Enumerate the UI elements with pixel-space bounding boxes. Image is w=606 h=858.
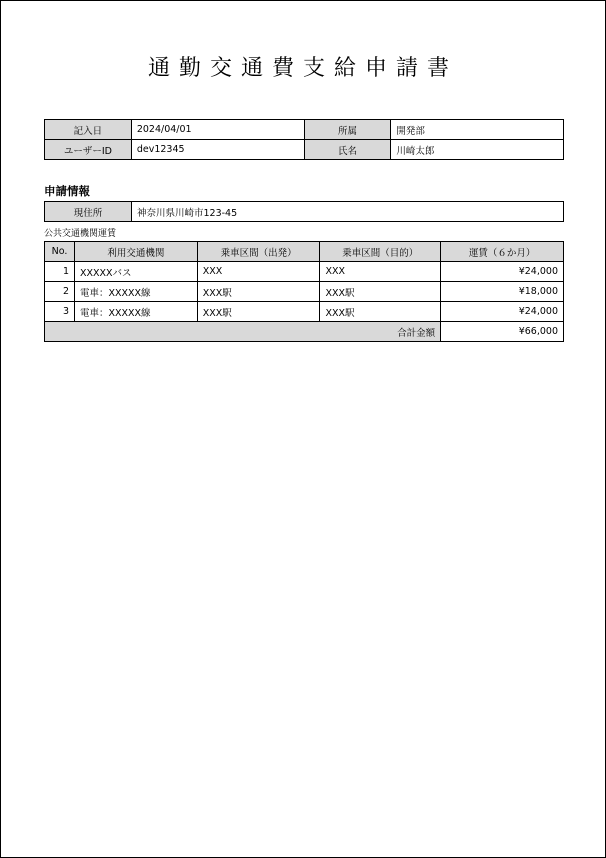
date-value: 2024/04/01 — [131, 120, 304, 140]
document-title: 通勤交通費支給申請書 — [147, 56, 458, 81]
department-label: 所属 — [304, 120, 391, 140]
transit-subtitle: 公共交通機関運賃 — [44, 229, 117, 239]
row-from: XXX駅 — [197, 282, 320, 302]
section-title: 申請情報 — [44, 184, 90, 198]
total-label: 合計金額 — [45, 322, 441, 342]
row-from: XXX — [197, 262, 320, 282]
user-id-label: ユーザーID — [45, 140, 132, 160]
row-mode: 電車：XXXXX線 — [74, 282, 197, 302]
column-header-fare: 運賃（６か月） — [441, 242, 564, 262]
date-label: 記入日 — [45, 120, 132, 140]
row-no: 3 — [45, 302, 75, 322]
row-no: 1 — [45, 262, 75, 282]
table-header-row — [45, 242, 564, 262]
column-header-mode: 利用交通機関 — [74, 242, 197, 262]
department-value: 開発部 — [391, 120, 564, 140]
user-id-value: dev12345 — [131, 140, 304, 160]
transit-fare-table — [44, 241, 564, 342]
total-row — [45, 322, 564, 342]
applicant-info-table — [44, 119, 564, 160]
row-mode: XXXXXバス — [74, 262, 197, 282]
row-fare: ¥18,000 — [441, 282, 564, 302]
table-row — [45, 302, 564, 322]
table-row — [45, 120, 564, 140]
row-from: XXX駅 — [197, 302, 320, 322]
name-label: 氏名 — [304, 140, 391, 160]
row-fare: ¥24,000 — [441, 302, 564, 322]
total-value: ¥66,000 — [441, 322, 564, 342]
address-label: 現住所 — [45, 202, 132, 222]
row-mode: 電車：XXXXX線 — [74, 302, 197, 322]
table-row — [45, 262, 564, 282]
column-header-from: 乗車区間（出発） — [197, 242, 320, 262]
column-header-to: 乗車区間（目的） — [320, 242, 441, 262]
row-fare: ¥24,000 — [441, 262, 564, 282]
row-no: 2 — [45, 282, 75, 302]
column-header-no: No. — [45, 242, 75, 262]
table-row — [45, 282, 564, 302]
row-to: XXX — [320, 262, 441, 282]
address-value: 神奈川県川崎市123-45 — [132, 202, 564, 222]
name-value: 川崎太郎 — [391, 140, 564, 160]
row-to: XXX駅 — [320, 302, 441, 322]
row-to: XXX駅 — [320, 282, 441, 302]
address-table — [44, 201, 564, 222]
table-row — [45, 140, 564, 160]
table-row — [45, 202, 564, 222]
